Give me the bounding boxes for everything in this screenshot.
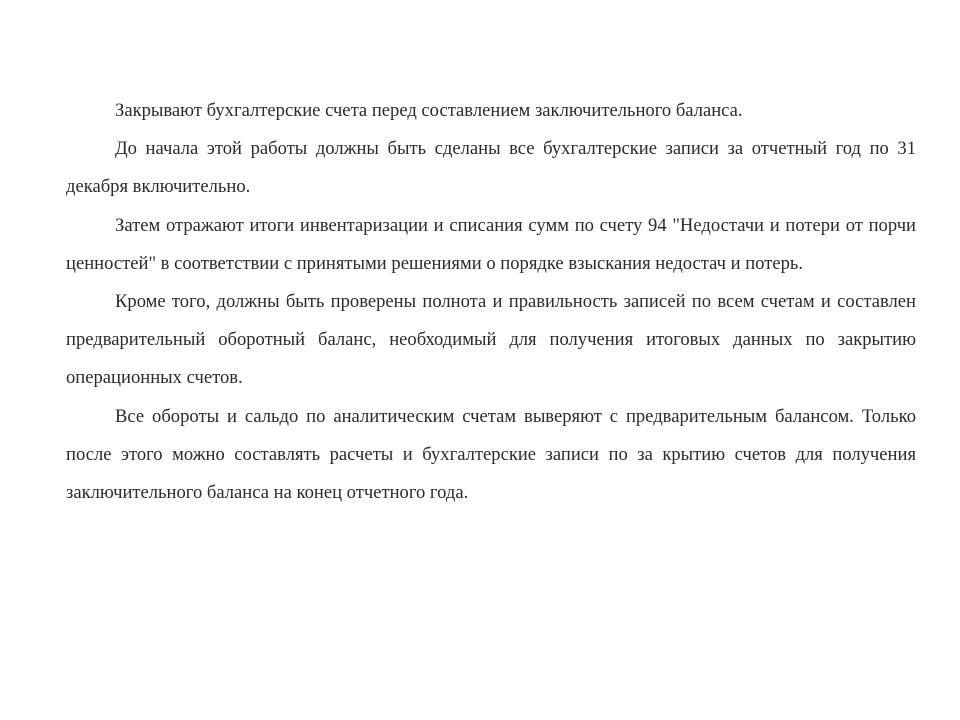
document-body	[66, 92, 916, 512]
paragraph: Затем отражают итоги инвентаризации и списания сумм по счету 94 "Недостачи и потери от порчи ценностей" в соответствии с принятыми решениями о порядке взыскания недостач и потерь.	[66, 214, 916, 274]
paragraph: Все обороты и сальдо по аналитическим счетам выверяют с предварительным балансом. Только после этого можно составлять расчеты и бухгалтерские записи по за крытию счетов для получения заключительного баланса на конец отчетного года.	[66, 405, 916, 504]
paragraph: Закрывают бухгалтерские счета перед составлением заключительного баланса.	[115, 100, 743, 121]
paragraph: До начала этой работы должны быть сделаны все бухгалтерские записи за отчетный год по 31 декабря включительно.	[66, 138, 916, 198]
paragraph: Кроме того, должны быть проверены полнота и правильность записей по всем счетам и составлен предварительный оборотный баланс, необходимый для получения итоговых данных по закрытию операционных счетов.	[66, 291, 916, 389]
